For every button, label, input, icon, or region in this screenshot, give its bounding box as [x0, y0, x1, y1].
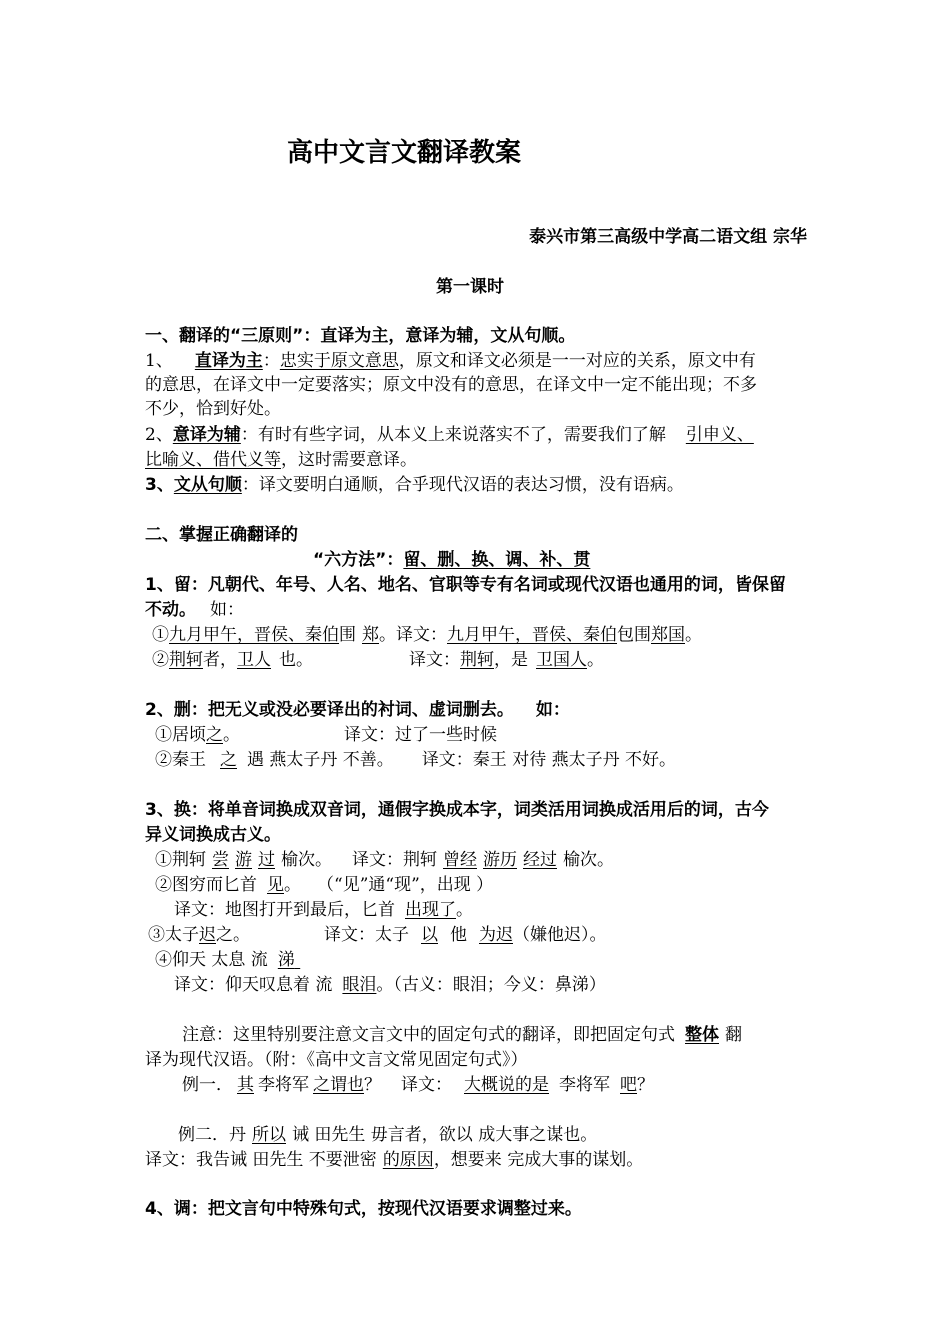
principle-2-key: 意译为辅 [172, 425, 241, 445]
principle-1-key: 直译为主 [194, 351, 263, 371]
principle-1-line-3: 不少，恰到好处。 [145, 399, 281, 419]
method-3-line-1: 3、换：将单音词换成双音词，通假字换成本字，词类活用词换成活用后的词，古今 [145, 800, 769, 820]
method-2-example-1: ①居顷之。 译文：过了一些时候 [155, 725, 497, 745]
document-title: 高中文言文翻译教案 [287, 138, 522, 168]
lesson-label: 第一课时 [436, 277, 504, 297]
method-1-line-2: 不动。 如： [145, 600, 244, 620]
method-3-example-1: ①荆轲 尝 游 过 榆次。 译文：荆轲 曾经 游历 经过 榆次。 [155, 850, 614, 870]
principle-1-line-1: 1、 直译为主：忠实于原文意思，原文和译文必须是一一对应的关系，原文中有 [145, 351, 756, 371]
principle-3-key: 文从句顺 [173, 475, 242, 495]
section-2-heading: 二、掌握正确翻译的 [145, 525, 298, 545]
method-1-line-1: 1、留：凡朝代、年号、人名、地名、官职等专有名词或现代汉语也通用的词，皆保留 [145, 575, 786, 595]
method-3-example-2: ②图穷而匕首 见。 （“见”通“现”，出现 ） [155, 875, 494, 895]
principle-1-line-2: 的意思，在译文中一定要落实；原文中没有的意思，在译文中一定不能出现；不多 [145, 375, 757, 395]
method-4-heading: 4、调：把文言句中特殊句式，按现代汉语要求调整过来。 [145, 1199, 582, 1219]
method-3-example-4-translation: 译文：仰天叹息着 流 眼泪。（古义：眼泪；今义：鼻涕） [174, 975, 606, 995]
method-3-line-2: 异义词换成古义。 [145, 825, 281, 845]
method-1-example-2: ②荆轲者，卫人 也。 译文：荆轲，是 卫国人。 [152, 650, 604, 670]
principle-2-line-2: 比喻义、借代义等，这时需要意译。 [145, 450, 417, 470]
six-methods-line: “六方法”：留、删、换、调、补、贯 [313, 550, 591, 570]
method-2-heading: 2、删：把无义或没必要译出的衬词、虚词删去。 如： [145, 700, 570, 720]
note-line-1: 注意：这里特别要注意文言文中的固定句式的翻译，即把固定句式 整体 翻 [182, 1025, 742, 1045]
method-3-example-2-translation: 译文：地图打开到最后，匕首 出现了。 [174, 900, 473, 920]
principle-2-line-1: 2、意译为辅：有时有些字词，从本义上来说落实不了，需要我们了解 引申义、 [145, 425, 754, 445]
author-line: 泰兴市第三高级中学高二语文组 宗华 [529, 227, 807, 247]
section-1-heading: 一、翻译的“三原则”：直译为主，意译为辅，文从句顺。 [145, 326, 576, 346]
method-2-example-2: ②秦王 之 遇 燕太子丹 不善。 译文：秦王 对待 燕太子丹 不好。 [155, 750, 677, 770]
principle-3-line: 3、文从句顺：译文要明白通顺，合乎现代汉语的表达习惯，没有语病。 [145, 475, 684, 495]
method-3-example-3: ③太子迟之。 译文：太子 以 他 为迟（嫌他迟）。 [148, 925, 607, 945]
method-1-example-1: ①九月甲午，晋侯、秦伯围 郑。译文：九月甲午，晋侯、秦伯包围郑国。 [152, 625, 702, 645]
note-line-2: 译为现代汉语。（附：《高中文言文常见固定句式》） [145, 1050, 528, 1070]
fixed-pattern-example-1: 例一． 其 李将军 之谓也？ 译文： 大概说的是 李将军 吧？ [182, 1075, 654, 1095]
fixed-pattern-example-2: 例二．丹 所以 诫 田先生 毋言者，欲以 成大事之谋也。 [178, 1125, 598, 1145]
method-3-example-4: ④仰天 太息 流 涕 [155, 950, 295, 970]
fixed-pattern-example-2-translation: 译文：我告诫 田先生 不要泄密 的原因，想要来 完成大事的谋划。 [145, 1150, 644, 1170]
